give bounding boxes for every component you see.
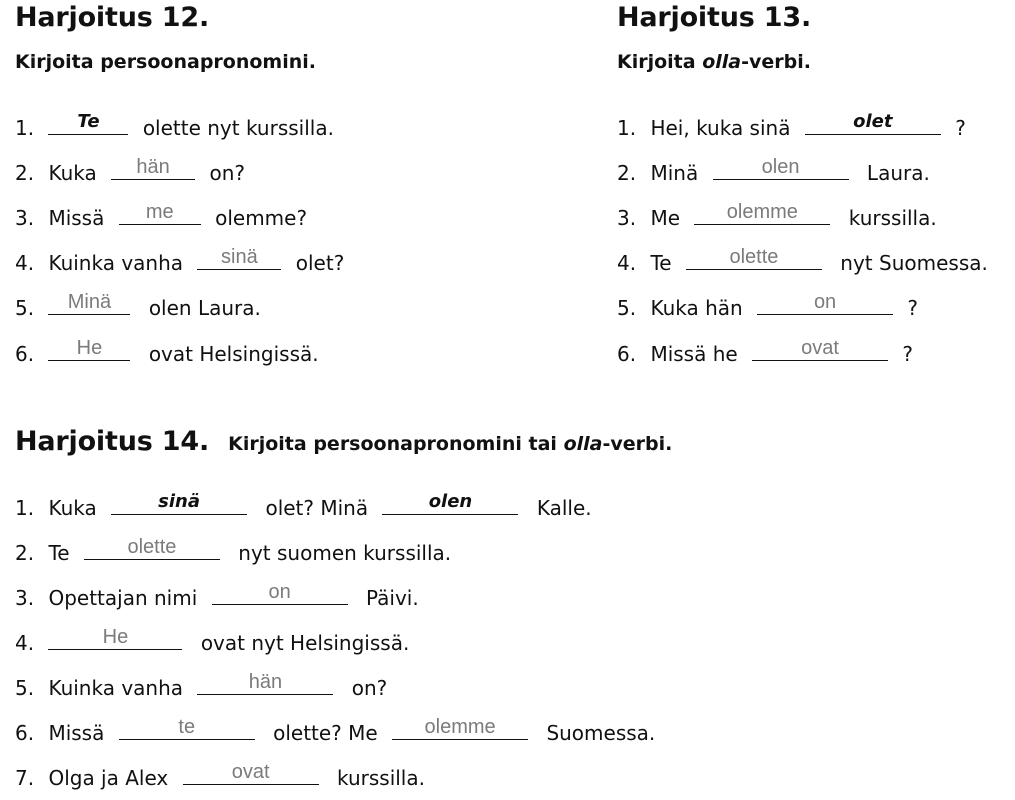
item-text-after: ovat nyt Helsingissä. bbox=[200, 631, 410, 655]
item-number: 4. bbox=[15, 631, 35, 655]
item-text-after: olette nyt kurssilla. bbox=[142, 116, 334, 140]
answer-blank[interactable] bbox=[111, 492, 247, 515]
exercise-12-instruction: Kirjoita persoonapronomini. bbox=[15, 51, 316, 73]
answer-blank[interactable] bbox=[197, 247, 281, 270]
item-text-before: Missä bbox=[48, 721, 105, 745]
answer-text-2: olemme bbox=[424, 716, 496, 738]
item-text-before: Hei, kuka sinä bbox=[650, 116, 791, 140]
item-number: 1. bbox=[15, 496, 35, 520]
answer-blank-2[interactable] bbox=[392, 717, 528, 740]
answer-text: hän bbox=[136, 156, 170, 178]
exercise-12-item-5 bbox=[15, 292, 261, 321]
exercise-14-instruction bbox=[228, 433, 672, 455]
answer-text: He bbox=[102, 626, 129, 648]
item-text-before: Olga ja Alex bbox=[48, 766, 169, 790]
instruction-emphasis: olla bbox=[702, 51, 742, 73]
item-number: 7. bbox=[15, 766, 35, 790]
item-text-before: Opettajan nimi bbox=[48, 586, 198, 610]
exercise-14-item-1 bbox=[15, 492, 592, 521]
answer-text: olette bbox=[729, 246, 779, 268]
item-number: 1. bbox=[617, 116, 637, 140]
item-number: 6. bbox=[15, 342, 35, 366]
item-number: 2. bbox=[15, 541, 35, 565]
exercise-13-item-4 bbox=[617, 247, 988, 276]
answer-blank[interactable] bbox=[752, 338, 888, 361]
exercise-13-title: Harjoitus 13. bbox=[617, 2, 812, 33]
answer-text: He bbox=[76, 337, 103, 359]
item-text-before: Missä bbox=[48, 206, 105, 230]
item-number: 4. bbox=[15, 251, 35, 275]
exercise-12-item-3 bbox=[15, 202, 307, 231]
item-text-before: Kuka bbox=[48, 496, 97, 520]
answer-text: me bbox=[145, 201, 174, 223]
exercise-12-title: Harjoitus 12. bbox=[15, 2, 210, 33]
item-number: 3. bbox=[15, 206, 35, 230]
item-text-after: on? bbox=[209, 161, 245, 185]
answer-blank[interactable] bbox=[48, 338, 130, 361]
answer-text-2: olen bbox=[428, 491, 473, 512]
item-text-before: Te bbox=[650, 251, 672, 275]
exercise-14-item-7 bbox=[15, 762, 425, 791]
item-text-after: ? bbox=[907, 296, 919, 320]
item-text-after: ? bbox=[955, 116, 966, 140]
item-text-after: Suomessa. bbox=[546, 721, 656, 745]
item-number: 5. bbox=[15, 296, 35, 320]
item-text-before: Kuka bbox=[48, 161, 97, 185]
item-text-after: Kalle. bbox=[536, 496, 592, 520]
answer-text: olet bbox=[853, 111, 893, 132]
answer-blank[interactable] bbox=[48, 292, 130, 315]
exercise-14-title: Harjoitus 14. bbox=[15, 426, 210, 457]
item-number: 3. bbox=[15, 586, 35, 610]
exercise-13-item-6 bbox=[617, 338, 913, 367]
item-text-before: Kuka hän bbox=[650, 296, 743, 320]
answer-text: on bbox=[813, 291, 837, 313]
answer-text: ovat bbox=[801, 337, 839, 359]
answer-blank[interactable] bbox=[183, 762, 319, 785]
item-number: 2. bbox=[617, 161, 637, 185]
item-number: 5. bbox=[617, 296, 637, 320]
answer-text: te bbox=[178, 716, 196, 738]
exercise-13-item-3 bbox=[617, 202, 937, 231]
item-number: 6. bbox=[15, 721, 35, 745]
answer-text: olette bbox=[127, 536, 177, 558]
answer-text: on bbox=[268, 581, 291, 603]
exercise-12-item-6 bbox=[15, 338, 319, 367]
exercise-12-item-4 bbox=[15, 247, 344, 276]
exercise-14-item-6 bbox=[15, 717, 655, 746]
item-text-middle: olette? Me bbox=[273, 721, 378, 745]
item-text-before: Te bbox=[48, 541, 70, 565]
answer-blank[interactable] bbox=[713, 157, 849, 180]
answer-blank[interactable] bbox=[111, 157, 195, 180]
answer-blank[interactable] bbox=[119, 202, 201, 225]
answer-blank[interactable] bbox=[48, 112, 128, 135]
answer-blank[interactable] bbox=[686, 247, 822, 270]
answer-blank[interactable] bbox=[84, 537, 220, 560]
item-text-before: Missä he bbox=[650, 342, 738, 366]
item-text-after: on? bbox=[351, 676, 388, 700]
exercise-13-item-1 bbox=[617, 112, 966, 141]
answer-text: sinä bbox=[158, 491, 201, 512]
exercise-13-instruction bbox=[617, 50, 811, 74]
answer-blank[interactable] bbox=[805, 112, 941, 135]
exercise-12-item-2 bbox=[15, 157, 245, 186]
exercise-13-item-2 bbox=[617, 157, 930, 186]
item-text-before: Kuinka vanha bbox=[48, 251, 184, 275]
answer-text: Te bbox=[77, 111, 100, 132]
item-number: 1. bbox=[15, 116, 35, 140]
item-number: 4. bbox=[617, 251, 637, 275]
answer-text: olemme bbox=[726, 201, 798, 223]
answer-blank[interactable] bbox=[694, 202, 830, 225]
item-text-after: nyt suomen kurssilla. bbox=[238, 541, 452, 565]
exercise-14-header bbox=[15, 426, 672, 458]
item-number: 5. bbox=[15, 676, 35, 700]
exercise-13-item-5 bbox=[617, 292, 918, 321]
exercise-14-item-3 bbox=[15, 582, 419, 611]
instruction-text-end: -verbi. bbox=[741, 51, 811, 73]
item-text-before: Me bbox=[650, 206, 681, 230]
item-text-after: kurssilla. bbox=[336, 766, 425, 790]
instruction-emphasis: olla bbox=[563, 433, 603, 455]
answer-text: olen bbox=[761, 156, 800, 178]
item-text-after: ? bbox=[902, 342, 914, 366]
item-text-after: olen Laura. bbox=[148, 296, 261, 320]
answer-text: Minä bbox=[67, 291, 112, 313]
item-text-after: olet? bbox=[295, 251, 345, 275]
answer-blank[interactable] bbox=[48, 627, 182, 650]
item-text-after: nyt Suomessa. bbox=[840, 251, 988, 275]
item-text-before: Kuinka vanha bbox=[48, 676, 184, 700]
item-text-after: ovat Helsingissä. bbox=[148, 342, 319, 366]
item-number: 3. bbox=[617, 206, 637, 230]
answer-blank[interactable] bbox=[197, 672, 333, 695]
instruction-text: Kirjoita persoonapronomini tai bbox=[228, 433, 564, 455]
answer-blank[interactable] bbox=[757, 292, 893, 315]
item-text-after: kurssilla. bbox=[848, 206, 937, 230]
exercise-14-item-4 bbox=[15, 627, 409, 656]
item-text-middle: olet? Minä bbox=[265, 496, 369, 520]
exercise-14-item-2 bbox=[15, 537, 451, 566]
answer-text: sinä bbox=[221, 246, 258, 268]
answer-blank[interactable] bbox=[212, 582, 348, 605]
item-text-after: olemme? bbox=[215, 206, 308, 230]
item-number: 2. bbox=[15, 161, 35, 185]
item-number: 6. bbox=[617, 342, 637, 366]
answer-text: ovat bbox=[231, 761, 270, 783]
answer-blank[interactable] bbox=[119, 717, 255, 740]
item-text-after: Päivi. bbox=[365, 586, 419, 610]
exercise-14-item-5 bbox=[15, 672, 387, 701]
instruction-text-end: -verbi. bbox=[602, 433, 673, 455]
item-text-after: Laura. bbox=[866, 161, 930, 185]
answer-text: hän bbox=[248, 671, 283, 693]
instruction-text: Kirjoita bbox=[617, 51, 703, 73]
answer-blank-2[interactable] bbox=[382, 492, 518, 515]
item-text-before: Minä bbox=[650, 161, 699, 185]
exercise-12-item-1 bbox=[15, 112, 334, 141]
